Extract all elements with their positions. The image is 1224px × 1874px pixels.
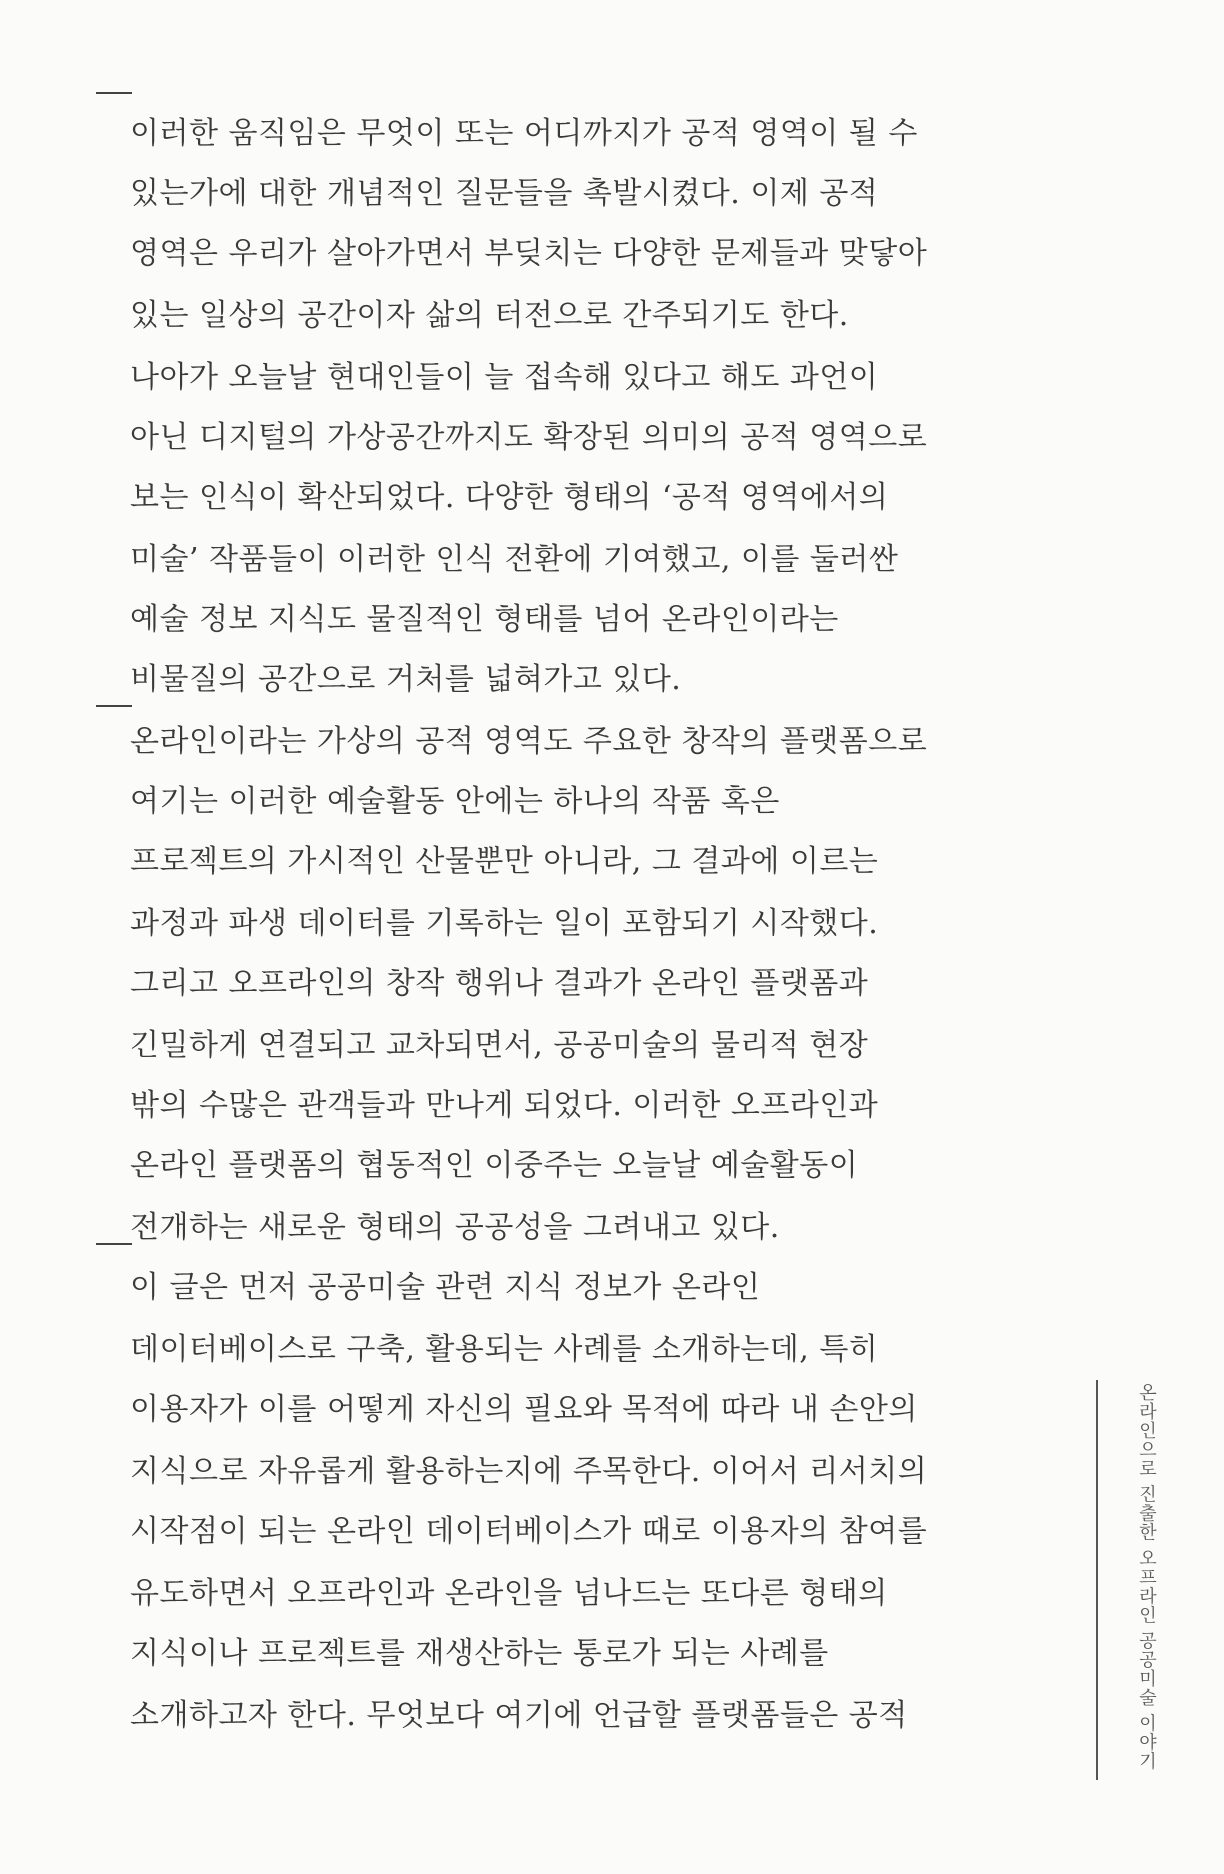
running-header: 온라인으로 진출한 오프라인 공공미술 이야기 <box>1136 1383 1157 1771</box>
text-line: 미술’ 작품들이 이러한 인식 전환에 기여했고, 이를 둘러싼 <box>130 542 899 577</box>
text-line: 여기는 이러한 예술활동 안에는 하나의 작품 혹은 <box>130 784 780 819</box>
text-line: 데이터베이스로 구축, 활용되는 사례를 소개하는데, 특히 <box>130 1332 879 1367</box>
text-line: 시작점이 되는 온라인 데이터베이스가 때로 이용자의 참여를 <box>130 1514 928 1549</box>
text-line: 밖의 수많은 관객들과 만나게 되었다. 이러한 오프라인과 <box>130 1088 879 1123</box>
text-line: 과정과 파생 데이터를 기록하는 일이 포함되기 시작했다. <box>130 906 879 941</box>
text-line: 예술 정보 지식도 물질적인 형태를 넘어 온라인이라는 <box>130 602 839 637</box>
text-line: 있는 일상의 공간이자 삶의 터전으로 간주되기도 한다. <box>130 298 849 333</box>
text-line: 온라인이라는 가상의 공적 영역도 주요한 창작의 플랫폼으로 <box>130 724 928 759</box>
text-line: 영역은 우리가 살아가면서 부딪치는 다양한 문제들과 맞닿아 <box>130 236 928 271</box>
running-header-rule <box>1096 1380 1098 1780</box>
text-line: 보는 인식이 확산되었다. 다양한 형태의 ‘공적 영역에서의 <box>130 480 889 515</box>
text-line: 지식이나 프로젝트를 재생산하는 통로가 되는 사례를 <box>130 1636 829 1671</box>
text-line: 비물질의 공간으로 거처를 넓혀가고 있다. <box>130 662 682 697</box>
text-line: 온라인 플랫폼의 협동적인 이중주는 오늘날 예술활동이 <box>130 1148 859 1183</box>
paragraph-mark <box>96 1243 132 1245</box>
text-line: 이용자가 이를 어떻게 자신의 필요와 목적에 따라 내 손안의 <box>130 1392 918 1427</box>
paragraph-mark <box>96 92 132 94</box>
text-line: 프로젝트의 가시적인 산물뿐만 아니라, 그 결과에 이르는 <box>130 844 879 879</box>
text-line: 이러한 움직임은 무엇이 또는 어디까지가 공적 영역이 될 수 <box>130 116 918 151</box>
text-line: 이 글은 먼저 공공미술 관련 지식 정보가 온라인 <box>130 1270 761 1305</box>
text-line: 긴밀하게 연결되고 교차되면서, 공공미술의 물리적 현장 <box>130 1028 869 1063</box>
text-line: 지식으로 자유롭게 활용하는지에 주목한다. 이어서 리서치의 <box>130 1454 928 1489</box>
text-line: 그리고 오프라인의 창작 행위나 결과가 온라인 플랫폼과 <box>130 966 869 1001</box>
paragraph-mark <box>96 705 132 707</box>
text-line: 있는가에 대한 개념적인 질문들을 촉발시켰다. 이제 공적 <box>130 176 879 211</box>
text-line: 나아가 오늘날 현대인들이 늘 접속해 있다고 해도 과언이 <box>130 360 879 395</box>
text-line: 소개하고자 한다. 무엇보다 여기에 언급할 플랫폼들은 공적 <box>130 1698 908 1733</box>
text-line: 유도하면서 오프라인과 온라인을 넘나드는 또다른 형태의 <box>130 1576 888 1611</box>
text-line: 전개하는 새로운 형태의 공공성을 그려내고 있다. <box>130 1210 780 1245</box>
text-line: 아닌 디지털의 가상공간까지도 확장된 의미의 공적 영역으로 <box>130 420 928 455</box>
